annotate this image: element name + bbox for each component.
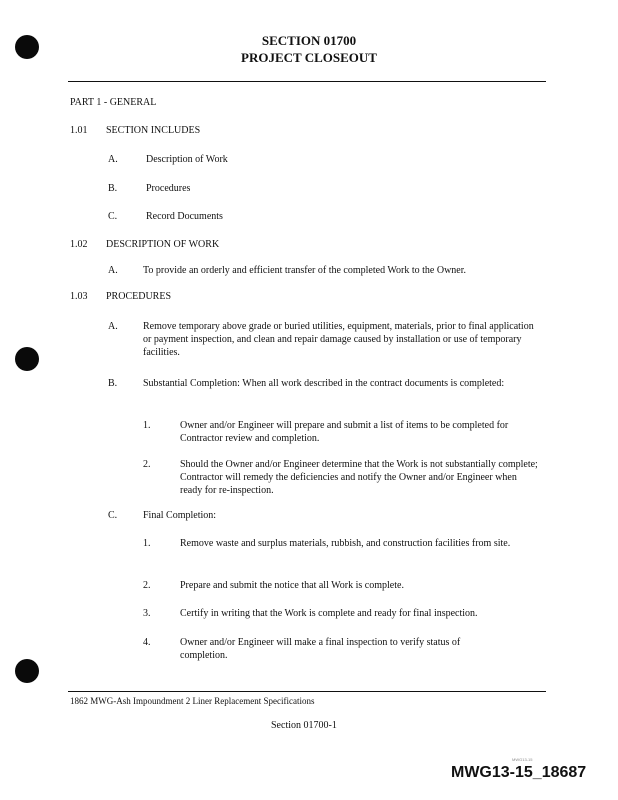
punch-hole-bottom: [15, 659, 39, 683]
sub-item: Owner and/or Engineer will make a final inspection to verify status of completion.: [180, 637, 461, 661]
sub-item-number: 1.: [143, 420, 151, 431]
article-1-03-title: PROCEDURES: [106, 291, 172, 302]
article-1-03-number: 1.03: [70, 291, 88, 302]
article-1-02-title: DESCRIPTION OF WORK: [106, 239, 220, 250]
list-item-letter: A.: [108, 265, 118, 276]
footer-page-number: Section 01700-1: [271, 720, 337, 731]
list-item: Remove temporary above grade or buried utilities, equipment, materials, prior to final application or payment inspection, and clean and repair damage caused by installation or use of temporary facilities.: [143, 321, 534, 358]
article-1-02-number: 1.02: [70, 239, 88, 250]
list-item-letter: A.: [108, 154, 118, 165]
footer-project-name: 1862 MWG-Ash Impoundment 2 Liner Replacement Specifications: [70, 696, 315, 706]
list-item: Procedures: [146, 183, 191, 194]
header-rule: [68, 81, 546, 82]
list-item-letter: B.: [108, 183, 118, 194]
list-item: To provide an orderly and efficient transfer of the completed Work to the Owner.: [143, 265, 467, 276]
list-item: Description of Work: [146, 154, 228, 165]
part-heading: PART 1 - GENERAL: [70, 97, 157, 108]
document-id-stamp: MWG13-15_18687: [451, 764, 587, 781]
list-item-letter: A.: [108, 321, 118, 332]
sub-item: Prepare and submit the notice that all Work is complete.: [180, 580, 404, 591]
sub-item-number: 2.: [143, 580, 151, 591]
sub-item: Should the Owner and/or Engineer determine that the Work is not substantially complete; Contractor will remedy the deficiencies and notify the Owner and/or Engineer when ready for re-inspection.: [180, 459, 538, 496]
list-item: Substantial Completion: When all work described in the contract documents is completed:: [143, 378, 505, 389]
sub-item-number: 2.: [143, 459, 151, 470]
sub-item: Owner and/or Engineer will prepare and submit a list of items to be completed for Contractor review and completion.: [180, 420, 509, 444]
section-number: SECTION 01700: [261, 33, 357, 48]
sub-item: Remove waste and surplus materials, rubbish, and construction facilities from site.: [180, 538, 511, 549]
list-item-letter: C.: [108, 510, 118, 521]
list-item-letter: B.: [108, 378, 118, 389]
sub-item-number: 4.: [143, 637, 151, 648]
article-1-01-number: 1.01: [70, 125, 88, 136]
list-item: Record Documents: [146, 211, 223, 222]
footer-small-mark: MWG13-15: [512, 757, 533, 762]
sub-item-number: 1.: [143, 538, 151, 549]
footer-rule: [68, 691, 546, 692]
list-item: Final Completion:: [143, 510, 217, 521]
sub-item: Certify in writing that the Work is complete and ready for final inspection.: [180, 608, 478, 619]
sub-item-number: 3.: [143, 608, 151, 619]
section-title: PROJECT CLOSEOUT: [241, 50, 377, 65]
punch-hole-middle: [15, 347, 39, 371]
list-item-letter: C.: [108, 211, 118, 222]
article-1-01-title: SECTION INCLUDES: [106, 125, 201, 136]
